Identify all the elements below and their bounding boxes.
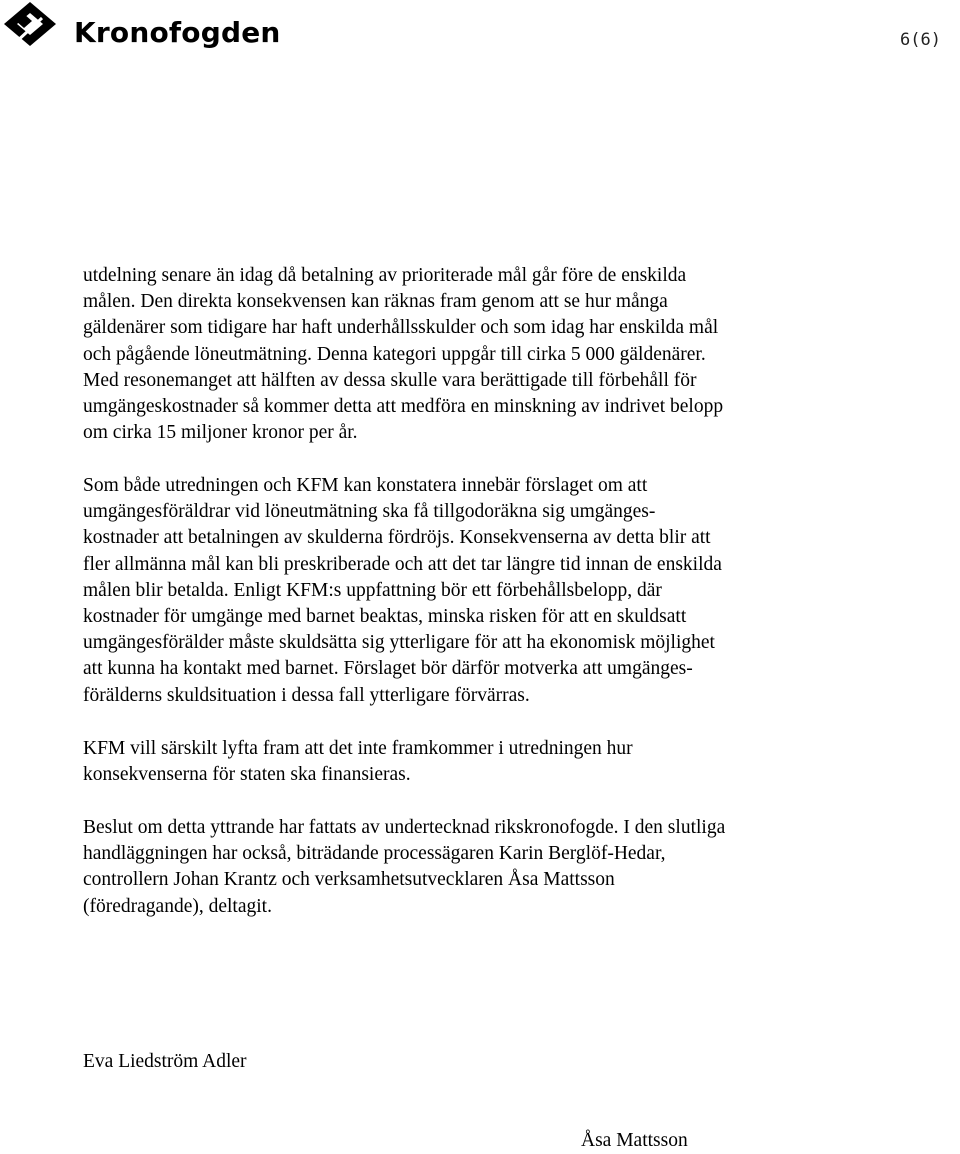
text-line: om cirka 15 miljoner kronor per år. <box>83 422 358 444</box>
page-number: 6(6) <box>900 30 941 50</box>
text-line: Beslut om detta yttrande har fattats av undertecknad rikskronofogde. I den slutliga <box>83 817 726 838</box>
text-line: målen. Den direkta konsekvensen kan räknas fram genom att se hur många <box>83 291 668 313</box>
text-line: att kunna ha kontakt med barnet. Förslaget bör därför motverka att umgänges- <box>83 658 693 680</box>
text-line: (föredragande), deltagit. <box>83 895 272 917</box>
text-line: umgängesförälder måste skuldsätta sig ytterligare för att ha ekonomisk möjlighet <box>83 632 715 654</box>
text-line: och pågående löneutmätning. Denna kategori uppgår till cirka 5 000 gäldenärer. <box>83 343 706 365</box>
kronofogden-logo <box>2 0 281 50</box>
text-line: målen blir betalda. Enligt KFM:s uppfattning bör ett förbehållsbelopp, där <box>83 579 662 601</box>
paragraph-1 <box>83 263 923 446</box>
text-line: gäldenärer som tidigare har haft underhållsskulder och som idag har enskilda mål <box>83 317 719 339</box>
text-line: konsekvenserna för staten ska finansieras. <box>83 764 411 786</box>
text-line: umgängesföräldrar vid löneutmätning ska få tillgodoräkna sig umgänges- <box>83 501 656 523</box>
signature-primary: Eva Liedström Adler <box>83 1051 247 1072</box>
paragraph-4 <box>83 815 923 920</box>
text-line: Med resonemanget att hälften av dessa skulle vara berättigade till förbehåll för <box>83 369 697 391</box>
text-line: controllern Johan Krantz och verksamhetsutvecklaren Åsa Mattsson <box>83 869 615 891</box>
logo-text: Kronofogden <box>74 16 281 49</box>
text-line: umgängeskostnader så kommer detta att medföra en minskning av indrivet belopp <box>83 396 724 418</box>
kronofogden-logo-icon <box>2 0 64 50</box>
text-line: förälderns skuldsituation i dessa fall ytterligare förvärras. <box>83 684 530 706</box>
text-line: KFM vill särskilt lyfta fram att det inte framkommer i utredningen hur <box>83 738 633 759</box>
signature-secondary: Åsa Mattsson <box>581 1130 688 1151</box>
text-line: fler allmänna mål kan bli preskriberade och att det tar längre tid innan de enskilda <box>83 553 722 575</box>
paragraph-3 <box>83 736 923 788</box>
text-line: Som både utredningen och KFM kan konstatera innebär förslaget om att <box>83 475 648 496</box>
text-line: utdelning senare än idag då betalning av prioriterade mål går före de enskilda <box>83 265 687 286</box>
text-line: kostnader att betalningen av skulderna fördröjs. Konsekvenserna av detta blir att <box>83 527 711 549</box>
text-line: handläggningen har också, biträdande processägaren Karin Berglöf-Hedar, <box>83 843 666 865</box>
text-line: kostnader för umgänge med barnet beaktas, minska risken för att en skuldsatt <box>83 606 687 628</box>
paragraph-2 <box>83 473 923 709</box>
